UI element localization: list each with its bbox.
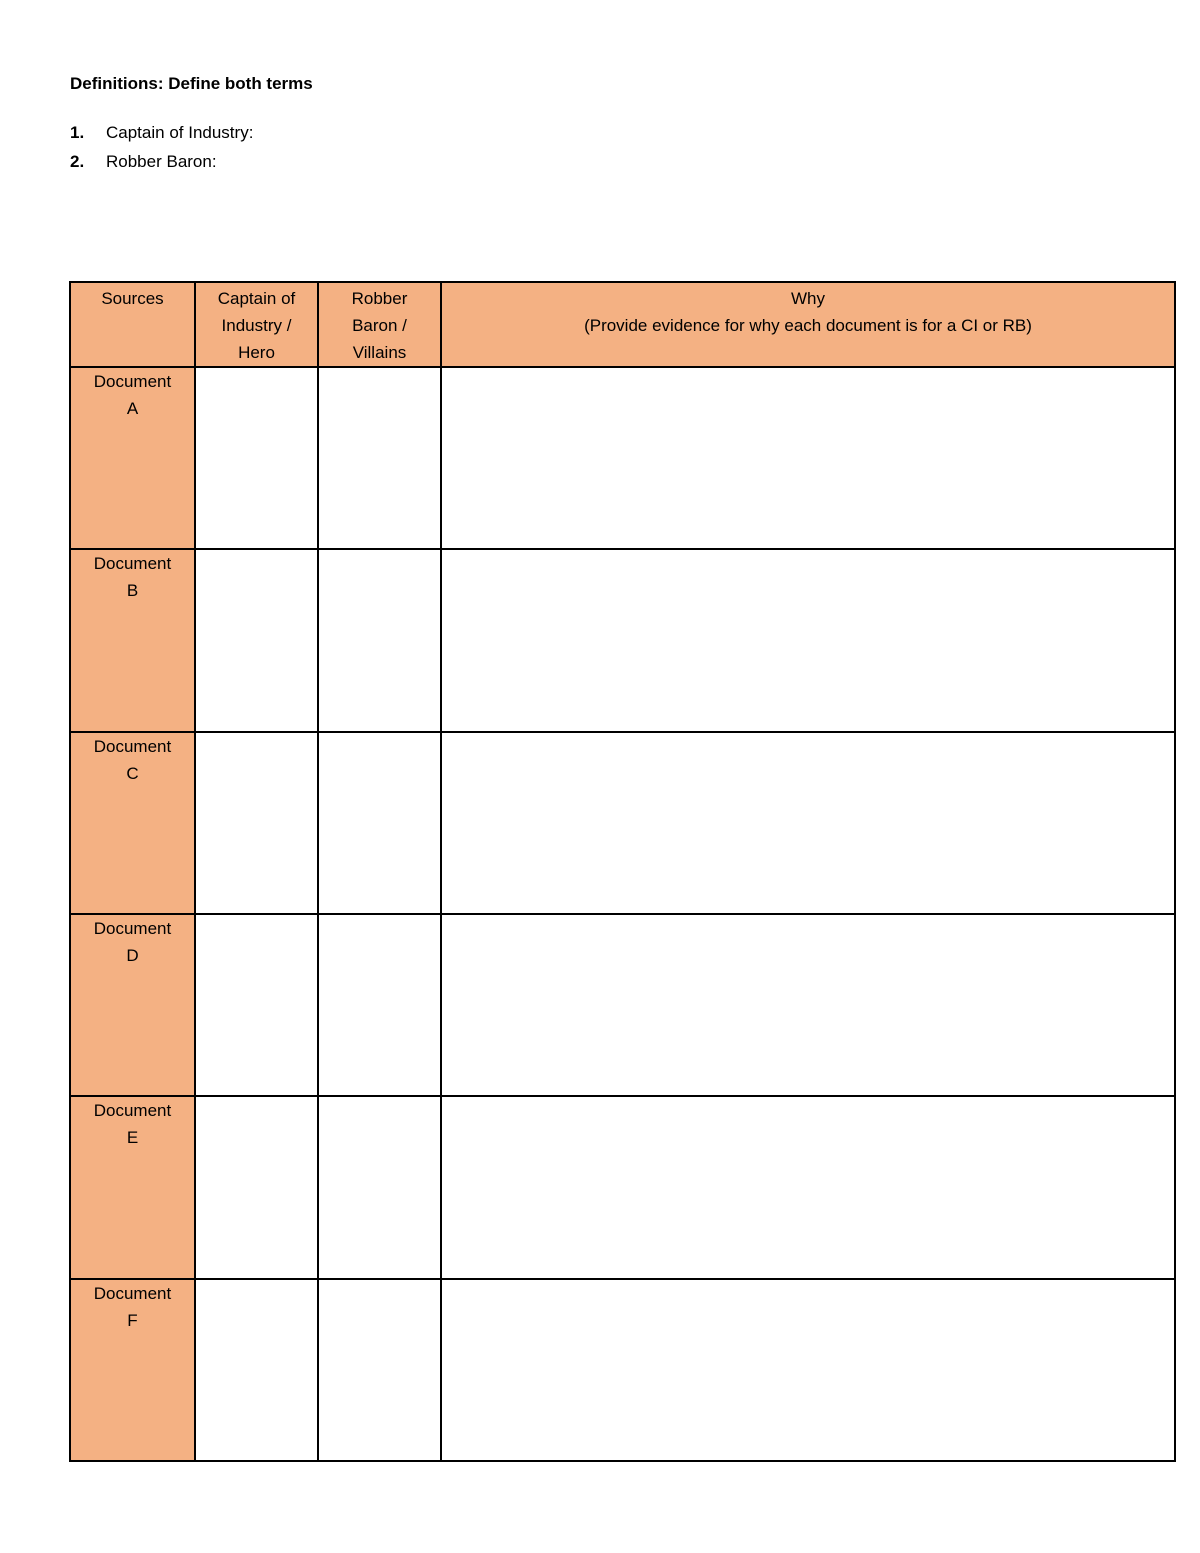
document-row-e [70, 1096, 1175, 1278]
header-row [70, 282, 1175, 367]
definition-label: Captain of Industry: [106, 123, 254, 142]
source-cell [70, 914, 195, 1096]
definition-number: 1. [70, 123, 85, 142]
header-robber-line: Robber [351, 289, 408, 308]
source-cell [70, 549, 195, 731]
robber-answer-cell[interactable] [318, 732, 441, 914]
definition-item-robber [70, 147, 253, 176]
header-sources [70, 282, 195, 367]
captain-answer-cell[interactable] [195, 1279, 318, 1461]
captain-answer-cell[interactable] [195, 732, 318, 914]
document-row-d [70, 914, 1175, 1096]
source-word: Document [93, 918, 172, 938]
source-cell [70, 367, 195, 549]
source-word: Document [93, 372, 172, 391]
header-captain-line: Industry / [221, 316, 292, 335]
source-word: Document [93, 736, 172, 756]
header-robber-baron [318, 282, 441, 367]
why-answer-cell[interactable] [441, 914, 1175, 1096]
why-answer-cell[interactable] [441, 549, 1175, 731]
captain-answer-cell[interactable] [195, 914, 318, 1096]
source-word: Document [93, 1283, 172, 1303]
source-letter: E [126, 1128, 139, 1148]
definition-item-captain [70, 118, 253, 147]
header-why-instructions: (Provide evidence for why each document is for a CI or RB) [584, 316, 1032, 335]
captain-answer-cell[interactable] [195, 549, 318, 731]
document-row-c [70, 732, 1175, 914]
captain-answer-cell[interactable] [195, 367, 318, 549]
classification-table [69, 281, 1176, 1462]
source-letter: B [126, 581, 139, 601]
robber-answer-cell[interactable] [318, 549, 441, 731]
header-captain-line: Captain of [217, 289, 296, 308]
header-sources-text: Sources [101, 289, 164, 308]
source-letter: F [127, 1310, 138, 1330]
source-letter: A [126, 399, 139, 418]
robber-answer-cell[interactable] [318, 914, 441, 1096]
robber-answer-cell[interactable] [318, 1096, 441, 1278]
robber-answer-cell[interactable] [318, 367, 441, 549]
definitions-heading: Definitions: Define both terms [70, 74, 313, 93]
document-row-f [70, 1279, 1175, 1461]
header-captain-of-industry [195, 282, 318, 367]
source-cell [70, 1096, 195, 1278]
header-why-title: Why [791, 289, 825, 308]
source-letter: C [126, 763, 139, 783]
source-cell [70, 732, 195, 914]
why-answer-cell[interactable] [441, 732, 1175, 914]
captain-answer-cell[interactable] [195, 1096, 318, 1278]
header-why [441, 282, 1175, 367]
why-answer-cell[interactable] [441, 1279, 1175, 1461]
document-row-a [70, 367, 1175, 549]
document-row-b [70, 549, 1175, 731]
why-answer-cell[interactable] [441, 1096, 1175, 1278]
definition-number: 2. [70, 152, 85, 171]
definition-label: Robber Baron: [106, 152, 217, 171]
source-word: Document [93, 1101, 172, 1121]
definitions-list [70, 118, 253, 176]
header-robber-line: Baron / [352, 316, 407, 335]
source-letter: D [126, 945, 139, 965]
header-captain-line: Hero [238, 343, 275, 362]
source-word: Document [93, 554, 172, 574]
source-cell [70, 1279, 195, 1461]
why-answer-cell[interactable] [441, 367, 1175, 549]
header-robber-line: Villains [352, 343, 407, 362]
robber-answer-cell[interactable] [318, 1279, 441, 1461]
